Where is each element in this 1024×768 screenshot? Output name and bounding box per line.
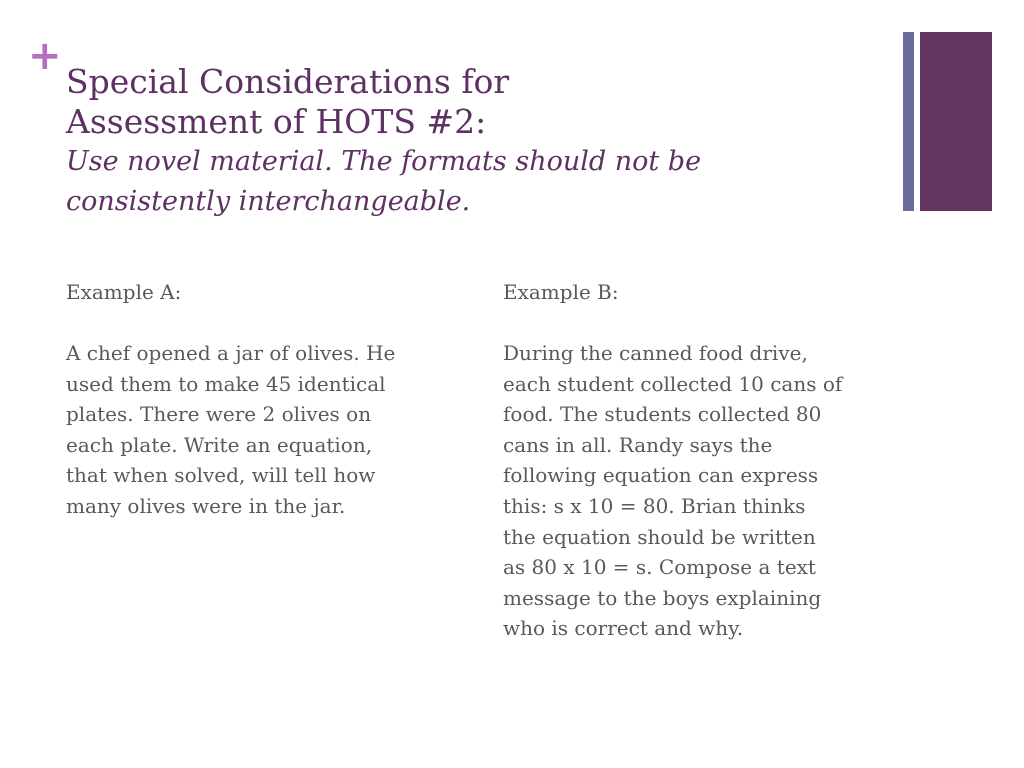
decorative-thick-bar <box>920 32 992 211</box>
plus-bullet-icon: + <box>28 33 62 79</box>
example-b-line: following equation can express <box>503 463 819 488</box>
example-a-line: many olives were in the jar. <box>66 493 346 518</box>
subtitle-line-2: consistently interchangeable. <box>66 186 471 217</box>
example-a-label: Example A: <box>66 280 182 304</box>
subtitle-line-1: Use novel material. The formats should not be <box>66 146 702 177</box>
decorative-thin-bar <box>903 32 914 211</box>
example-a-line: each plate. Write an equation, <box>66 432 373 457</box>
example-b-line: cans in all. Randy says the <box>503 432 773 457</box>
example-b-line: each student collected 10 cans of <box>503 371 843 396</box>
title-block <box>66 62 886 222</box>
example-a-line: plates. There were 2 olives on <box>66 402 372 427</box>
example-a-line: used them to make 45 identical <box>66 371 386 396</box>
example-b-line: who is correct and why. <box>503 616 744 641</box>
example-b-line: the equation should be written <box>503 524 816 549</box>
example-a-line: A chef opened a jar of olives. He <box>66 341 396 365</box>
example-b-line: as 80 x 10 = s. Compose a text <box>503 555 816 580</box>
example-b-line: message to the boys explaining <box>503 585 822 610</box>
example-b-column <box>503 278 898 644</box>
example-b-text <box>503 338 898 644</box>
example-b-line: this: s x 10 = 80. Brian thinks <box>503 493 806 518</box>
title-line-2: Assessment of HOTS #2: <box>66 102 487 141</box>
example-b-line: During the canned food drive, <box>503 341 808 365</box>
example-a-line: that when solved, will tell how <box>66 463 376 488</box>
title-line-1: Special Considerations for <box>66 62 510 101</box>
example-b-line: food. The students collected 80 <box>503 402 822 427</box>
example-a-column <box>66 278 466 522</box>
example-a-text <box>66 338 466 522</box>
example-b-label: Example B: <box>503 280 619 304</box>
